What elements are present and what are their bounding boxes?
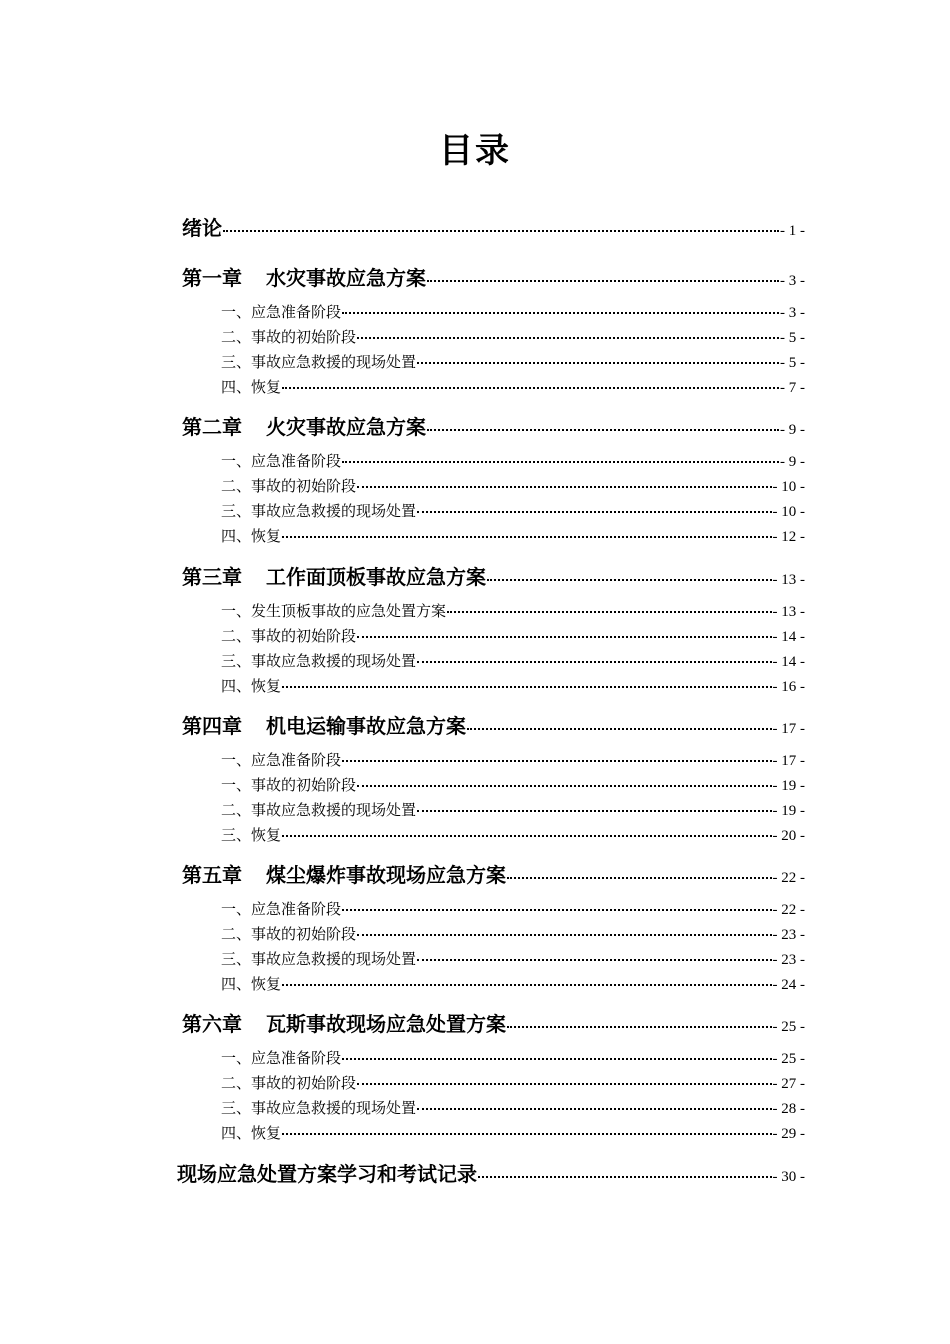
toc-page-number: - 20 -: [772, 828, 805, 844]
dot-leader: [427, 260, 779, 282]
toc-entry-chapter[interactable]: [182, 710, 805, 739]
dot-leader: [478, 1156, 772, 1178]
dot-leader: [357, 919, 771, 936]
dot-leader: [357, 322, 779, 339]
dot-leader: [417, 795, 771, 812]
toc-page-number: - 9 -: [780, 422, 805, 438]
toc-page-number: - 12 -: [772, 529, 805, 545]
toc-entry-section[interactable]: [221, 524, 805, 546]
toc-page-number: - 16 -: [772, 679, 805, 695]
toc-page-number: - 5 -: [780, 330, 805, 346]
dot-leader: [357, 770, 771, 787]
toc-entry-chapter[interactable]: [182, 262, 805, 291]
dot-leader: [417, 646, 771, 663]
chapter-number: 第三章: [182, 565, 242, 589]
toc-entry-label: 四、恢复: [221, 378, 282, 396]
toc-page-number: - 3 -: [780, 273, 805, 289]
dot-leader: [282, 521, 771, 538]
toc-entry-label: 三、恢复: [221, 826, 282, 844]
dot-leader: [342, 446, 779, 463]
toc-page-number: - 3 -: [780, 305, 805, 321]
toc-entry-label: 二、事故的初始阶段: [221, 627, 357, 645]
toc-page-number: - 14 -: [772, 629, 805, 645]
toc-page-number: - 19 -: [772, 803, 805, 819]
chapter-title: 煤尘爆炸事故现场应急方案: [266, 863, 506, 887]
toc-page-number: - 17 -: [772, 721, 805, 737]
toc-page-number: - 25 -: [772, 1019, 805, 1035]
dot-leader: [282, 372, 779, 389]
toc-page-number: - 17 -: [772, 753, 805, 769]
toc-entry-chapter[interactable]: [182, 411, 805, 440]
dot-leader: [417, 347, 779, 364]
toc-entry-section[interactable]: [221, 350, 805, 372]
toc-entry-label: 四、恢复: [221, 677, 282, 695]
toc-page-number: - 13 -: [772, 604, 805, 620]
toc-entry-section[interactable]: [221, 474, 805, 496]
toc-entry-label: 二、事故的初始阶段: [221, 328, 357, 346]
toc-entry-chapter[interactable]: [182, 1008, 805, 1037]
toc-entry-label: [182, 710, 466, 739]
toc-page-number: - 30 -: [772, 1169, 805, 1185]
chapter-title: 机电运输事故应急方案: [266, 714, 466, 738]
chapter-number: 第六章: [182, 1012, 242, 1036]
toc-entry-section[interactable]: [221, 325, 805, 347]
page-title: 目录: [439, 131, 511, 171]
dot-leader: [487, 559, 772, 581]
toc-entry-label: 三、事故应急救援的现场处置: [221, 502, 417, 520]
toc-entry-label: 二、事故的初始阶段: [221, 925, 357, 943]
toc-entry-label: 四、恢复: [221, 527, 282, 545]
chapter-number: 第一章: [182, 266, 242, 290]
dot-leader: [282, 671, 771, 688]
toc-entry-label: 四、恢复: [221, 1124, 282, 1142]
toc-entry-label: [182, 411, 426, 440]
toc-entry-section[interactable]: [221, 798, 805, 820]
toc-page-number: - 19 -: [772, 778, 805, 794]
toc-entry-label: 三、事故应急救援的现场处置: [221, 950, 417, 968]
toc-page-number: - 22 -: [772, 870, 805, 886]
dot-leader: [357, 471, 771, 488]
toc-page-number: - 13 -: [772, 572, 805, 588]
toc-entry-chapter[interactable]: [182, 561, 805, 590]
dot-leader: [357, 1068, 771, 1085]
toc-entry-section[interactable]: [221, 1096, 805, 1118]
toc-entry-section[interactable]: [221, 773, 805, 795]
dot-leader: [342, 297, 779, 314]
toc-entry-section[interactable]: [221, 823, 805, 845]
dot-leader: [223, 210, 779, 232]
toc-entry-appendix[interactable]: [177, 1158, 805, 1187]
toc-page-number: - 25 -: [772, 1051, 805, 1067]
dot-leader: [357, 621, 771, 638]
dot-leader: [282, 1118, 771, 1135]
toc-page-number: - 10 -: [772, 479, 805, 495]
toc-entry-label: 绪论: [182, 216, 222, 240]
toc-entry-section[interactable]: [221, 449, 805, 471]
dot-leader: [417, 1093, 771, 1110]
toc-entry-section[interactable]: [221, 748, 805, 770]
toc-page-number: - 1 -: [780, 223, 805, 239]
dot-leader: [342, 745, 771, 762]
toc-entry-label: [182, 1008, 506, 1037]
dot-leader: [507, 1006, 772, 1028]
toc-entry-section[interactable]: [221, 947, 805, 969]
dot-leader: [417, 496, 771, 513]
toc-entry-label: 一、发生顶板事故的应急处置方案: [221, 602, 447, 620]
toc-entry-section[interactable]: [221, 375, 805, 397]
toc-entry-section[interactable]: [221, 972, 805, 994]
chapter-number: 第二章: [182, 415, 242, 439]
toc-entry-label: 四、恢复: [221, 975, 282, 993]
dot-leader: [417, 944, 771, 961]
toc-entry-label: [182, 859, 506, 888]
dot-leader: [447, 596, 771, 613]
toc-entry-intro[interactable]: [182, 212, 805, 241]
chapter-title: 工作面顶板事故应急方案: [266, 565, 486, 589]
toc-entry-section[interactable]: [221, 1046, 805, 1068]
dot-leader: [282, 820, 771, 837]
toc-entry-label: 一、应急准备阶段: [221, 1049, 342, 1067]
toc-page-number: - 9 -: [780, 454, 805, 470]
chapter-number: 第四章: [182, 714, 242, 738]
toc-entry-section[interactable]: [221, 922, 805, 944]
toc-page-number: - 10 -: [772, 504, 805, 520]
toc-entry-label: 一、应急准备阶段: [221, 452, 342, 470]
toc-entry-section[interactable]: [221, 1121, 805, 1143]
toc-entry-label: 一、应急准备阶段: [221, 303, 342, 321]
toc-entry-label: 二、事故的初始阶段: [221, 1074, 357, 1092]
toc-page-number: - 24 -: [772, 977, 805, 993]
toc-entry-label: 三、事故应急救援的现场处置: [221, 652, 417, 670]
toc-entry-section[interactable]: [221, 499, 805, 521]
toc-entry-section[interactable]: [221, 300, 805, 322]
toc-page-number: - 27 -: [772, 1076, 805, 1092]
toc-entry-section[interactable]: [221, 624, 805, 646]
toc-entry-label: 三、事故应急救援的现场处置: [221, 353, 417, 371]
toc-entry-label: 现场应急处置方案学习和考试记录: [177, 1162, 477, 1186]
dot-leader: [342, 894, 771, 911]
toc-page-number: - 28 -: [772, 1101, 805, 1117]
toc-entry-label: 二、事故应急救援的现场处置: [221, 801, 417, 819]
toc-entry-section[interactable]: [221, 674, 805, 696]
chapter-number: 第五章: [182, 863, 242, 887]
toc-page-number: - 14 -: [772, 654, 805, 670]
toc-entry-label: 一、事故的初始阶段: [221, 776, 357, 794]
chapter-title: 瓦斯事故现场应急处置方案: [266, 1012, 506, 1036]
toc-entry-chapter[interactable]: [182, 859, 805, 888]
toc-page-number: - 7 -: [780, 380, 805, 396]
chapter-title: 火灾事故应急方案: [266, 415, 426, 439]
toc-entry-section[interactable]: [221, 649, 805, 671]
dot-leader: [427, 409, 779, 431]
toc-entry-label: 二、事故的初始阶段: [221, 477, 357, 495]
toc-entry-label: 一、应急准备阶段: [221, 900, 342, 918]
toc-page-number: - 29 -: [772, 1126, 805, 1142]
dot-leader: [507, 857, 772, 879]
chapter-title: 水灾事故应急方案: [266, 266, 426, 290]
toc-entry-label: [182, 262, 426, 291]
toc-page-number: - 22 -: [772, 902, 805, 918]
toc-entry-section[interactable]: [221, 897, 805, 919]
toc-entry-label: 一、应急准备阶段: [221, 751, 342, 769]
toc-entry-section[interactable]: [221, 599, 805, 621]
dot-leader: [282, 969, 771, 986]
dot-leader: [467, 708, 772, 730]
dot-leader: [342, 1043, 771, 1060]
toc-page-number: - 23 -: [772, 952, 805, 968]
toc-entry-label: [182, 561, 486, 590]
toc-page-number: - 23 -: [772, 927, 805, 943]
toc-entry-label: 三、事故应急救援的现场处置: [221, 1099, 417, 1117]
toc-entry-section[interactable]: [221, 1071, 805, 1093]
toc-page-number: - 5 -: [780, 355, 805, 371]
